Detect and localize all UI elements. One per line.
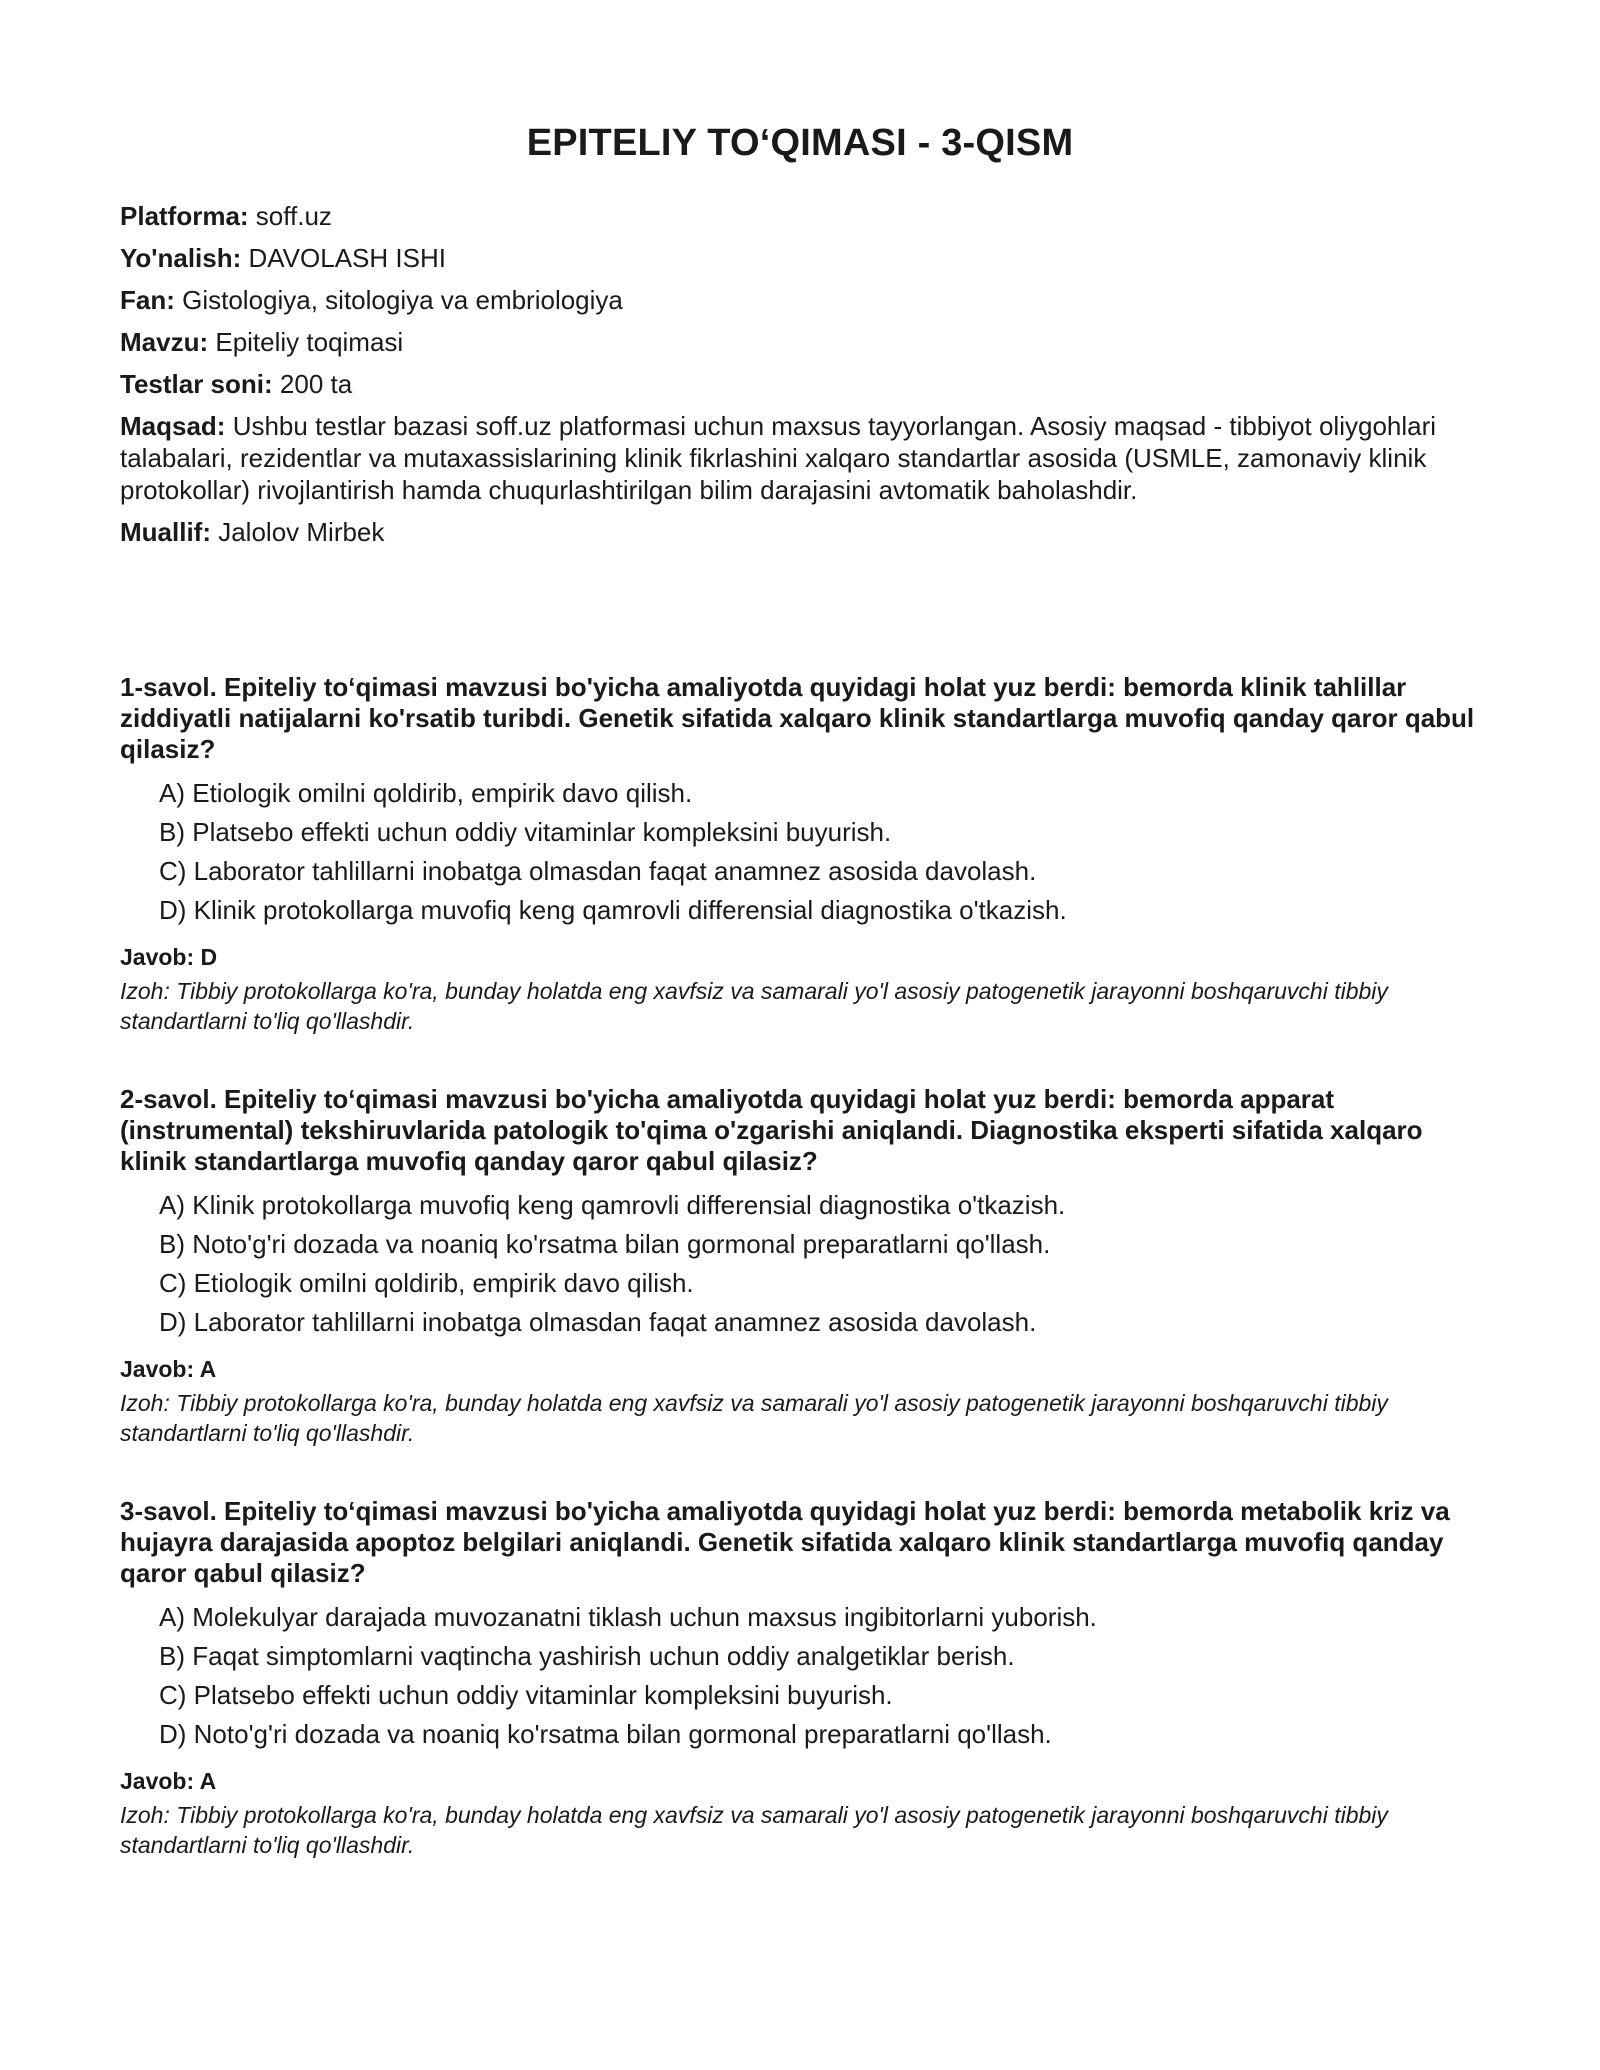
meta-author <box>120 516 1480 548</box>
question-text: 3-savol. Epiteliy to‘qimasi mavzusi bo'yicha amaliyotda quyidagi holat yuz berdi: bemorda metabolik kriz va hujayra darajasida apoptoz belgilari aniqlandi. Genetik sifatida xalqaro klinik standartlarga muvofiq qanday qaror qabul qilasiz? <box>120 1496 1450 1588</box>
option-c: C) Platsebo effekti uchun oddiy vitaminlar kompleksini buyurish. <box>159 1680 893 1710</box>
answer-explanation: Izoh: Tibbiy protokollarga ko'ra, bunday holatda eng xavfsiz va samarali yo'l asosiy patogenetik jarayonni boshqaruvchi tibbiy standartlarni to'liq qo'llashdir. <box>120 1802 1388 1858</box>
meta-direction <box>120 242 1480 274</box>
option-a: A) Etiologik omilni qoldirib, empirik davo qilish. <box>159 778 693 808</box>
meta-value: soff.uz <box>248 201 332 231</box>
question-item <box>120 1496 1490 1860</box>
meta-label: Testlar soni: <box>120 369 273 399</box>
meta-label: Maqsad: <box>120 411 226 441</box>
meta-test-count <box>120 368 1480 400</box>
question-item <box>120 1084 1490 1448</box>
option-b: B) Noto'g'ri dozada va noaniq ko'rsatma bilan gormonal preparatlarni qo'llash. <box>159 1229 1051 1259</box>
meta-label: Yo'nalish: <box>120 243 242 273</box>
meta-value: DAVOLASH ISHI <box>241 243 446 273</box>
answer-explanation: Izoh: Tibbiy protokollarga ko'ra, bunday holatda eng xavfsiz va samarali yo'l asosiy patogenetik jarayonni boshqaruvchi tibbiy standartlarni to'liq qo'llashdir. <box>120 978 1388 1034</box>
meta-value: Jalolov Mirbek <box>211 517 385 547</box>
meta-value: Epiteliy toqimasi <box>208 327 404 357</box>
option-a: A) Molekulyar darajada muvozanatni tiklash uchun maxsus ingibitorlarni yuborish. <box>159 1602 1097 1632</box>
meta-platform <box>120 200 1480 232</box>
option-d: D) Noto'g'ri dozada va noaniq ko'rsatma bilan gormonal preparatlarni qo'llash. <box>159 1719 1052 1749</box>
answer-explanation: Izoh: Tibbiy protokollarga ko'ra, bunday holatda eng xavfsiz va samarali yo'l asosiy patogenetik jarayonni boshqaruvchi tibbiy standartlarni to'liq qo'llashdir. <box>120 1390 1388 1446</box>
meta-topic <box>120 326 1480 358</box>
answer-key: Javob: D <box>120 944 218 970</box>
option-d: D) Laborator tahlillarni inobatga olmasdan faqat anamnez asosida davolash. <box>159 1307 1037 1337</box>
meta-label: Fan: <box>120 285 175 315</box>
option-d: D) Klinik protokollarga muvofiq keng qamrovli differensial diagnostika o'tkazish. <box>159 895 1067 925</box>
meta-label: Muallif: <box>120 517 211 547</box>
meta-label: Mavzu: <box>120 327 209 357</box>
meta-goal <box>120 410 1480 506</box>
meta-value: 200 ta <box>272 369 353 399</box>
answer-options <box>120 777 1490 926</box>
answer-options <box>120 1189 1490 1338</box>
meta-label: Platforma: <box>120 201 249 231</box>
option-b: B) Faqat simptomlarni vaqtincha yashirish uchun oddiy analgetiklar berish. <box>159 1641 1015 1671</box>
meta-value: Ushbu testlar bazasi soff.uz platformasi uchun maxsus tayyorlangan. Asosiy maqsad - tibbiyot oliygohlari talabalari, rezidentlar va mutaxassislarining klinik fikrlashini xalqaro standartlar asosida (USMLE, zamonaviy klinik protokollar) rivojlantirish hamda chuqurlashtirilgan bilim darajasini avtomatik baholashdir. <box>120 411 1437 505</box>
answer-key: Javob: A <box>120 1356 217 1382</box>
meta-value: Gistologiya, sitologiya va embriologiya <box>174 285 623 315</box>
option-c: C) Etiologik omilni qoldirib, empirik davo qilish. <box>159 1268 694 1298</box>
page-title: EPITELIY TO‘QIMASI - 3-QISM <box>526 122 1074 164</box>
answer-key: Javob: A <box>120 1768 217 1794</box>
option-b: B) Platsebo effekti uchun oddiy vitaminlar kompleksini buyurish. <box>159 817 892 847</box>
question-list <box>120 672 1490 1908</box>
meta-subject <box>120 284 1480 316</box>
option-a: A) Klinik protokollarga muvofiq keng qamrovli differensial diagnostika o'tkazish. <box>159 1190 1066 1220</box>
option-c: C) Laborator tahlillarni inobatga olmasdan faqat anamnez asosida davolash. <box>159 856 1037 886</box>
question-text: 1-savol. Epiteliy to‘qimasi mavzusi bo'yicha amaliyotda quyidagi holat yuz berdi: bemorda klinik tahlillar ziddiyatli natijalarni ko'rsatib turibdi. Genetik sifatida xalqaro klinik standartlarga muvofiq qanday qaror qabul qilasiz? <box>120 672 1475 764</box>
question-text: 2-savol. Epiteliy to‘qimasi mavzusi bo'yicha amaliyotda quyidagi holat yuz berdi: bemorda apparat (instrumental) tekshiruvlarida patologik to'qima o'zgarishi aniqlandi. Diagnostika eksperti sifatida xalqaro klinik standartlarga muvofiq qanday qaror qabul qilasiz? <box>120 1084 1423 1176</box>
answer-options <box>120 1601 1490 1750</box>
document-meta <box>120 200 1480 558</box>
question-item <box>120 672 1490 1036</box>
